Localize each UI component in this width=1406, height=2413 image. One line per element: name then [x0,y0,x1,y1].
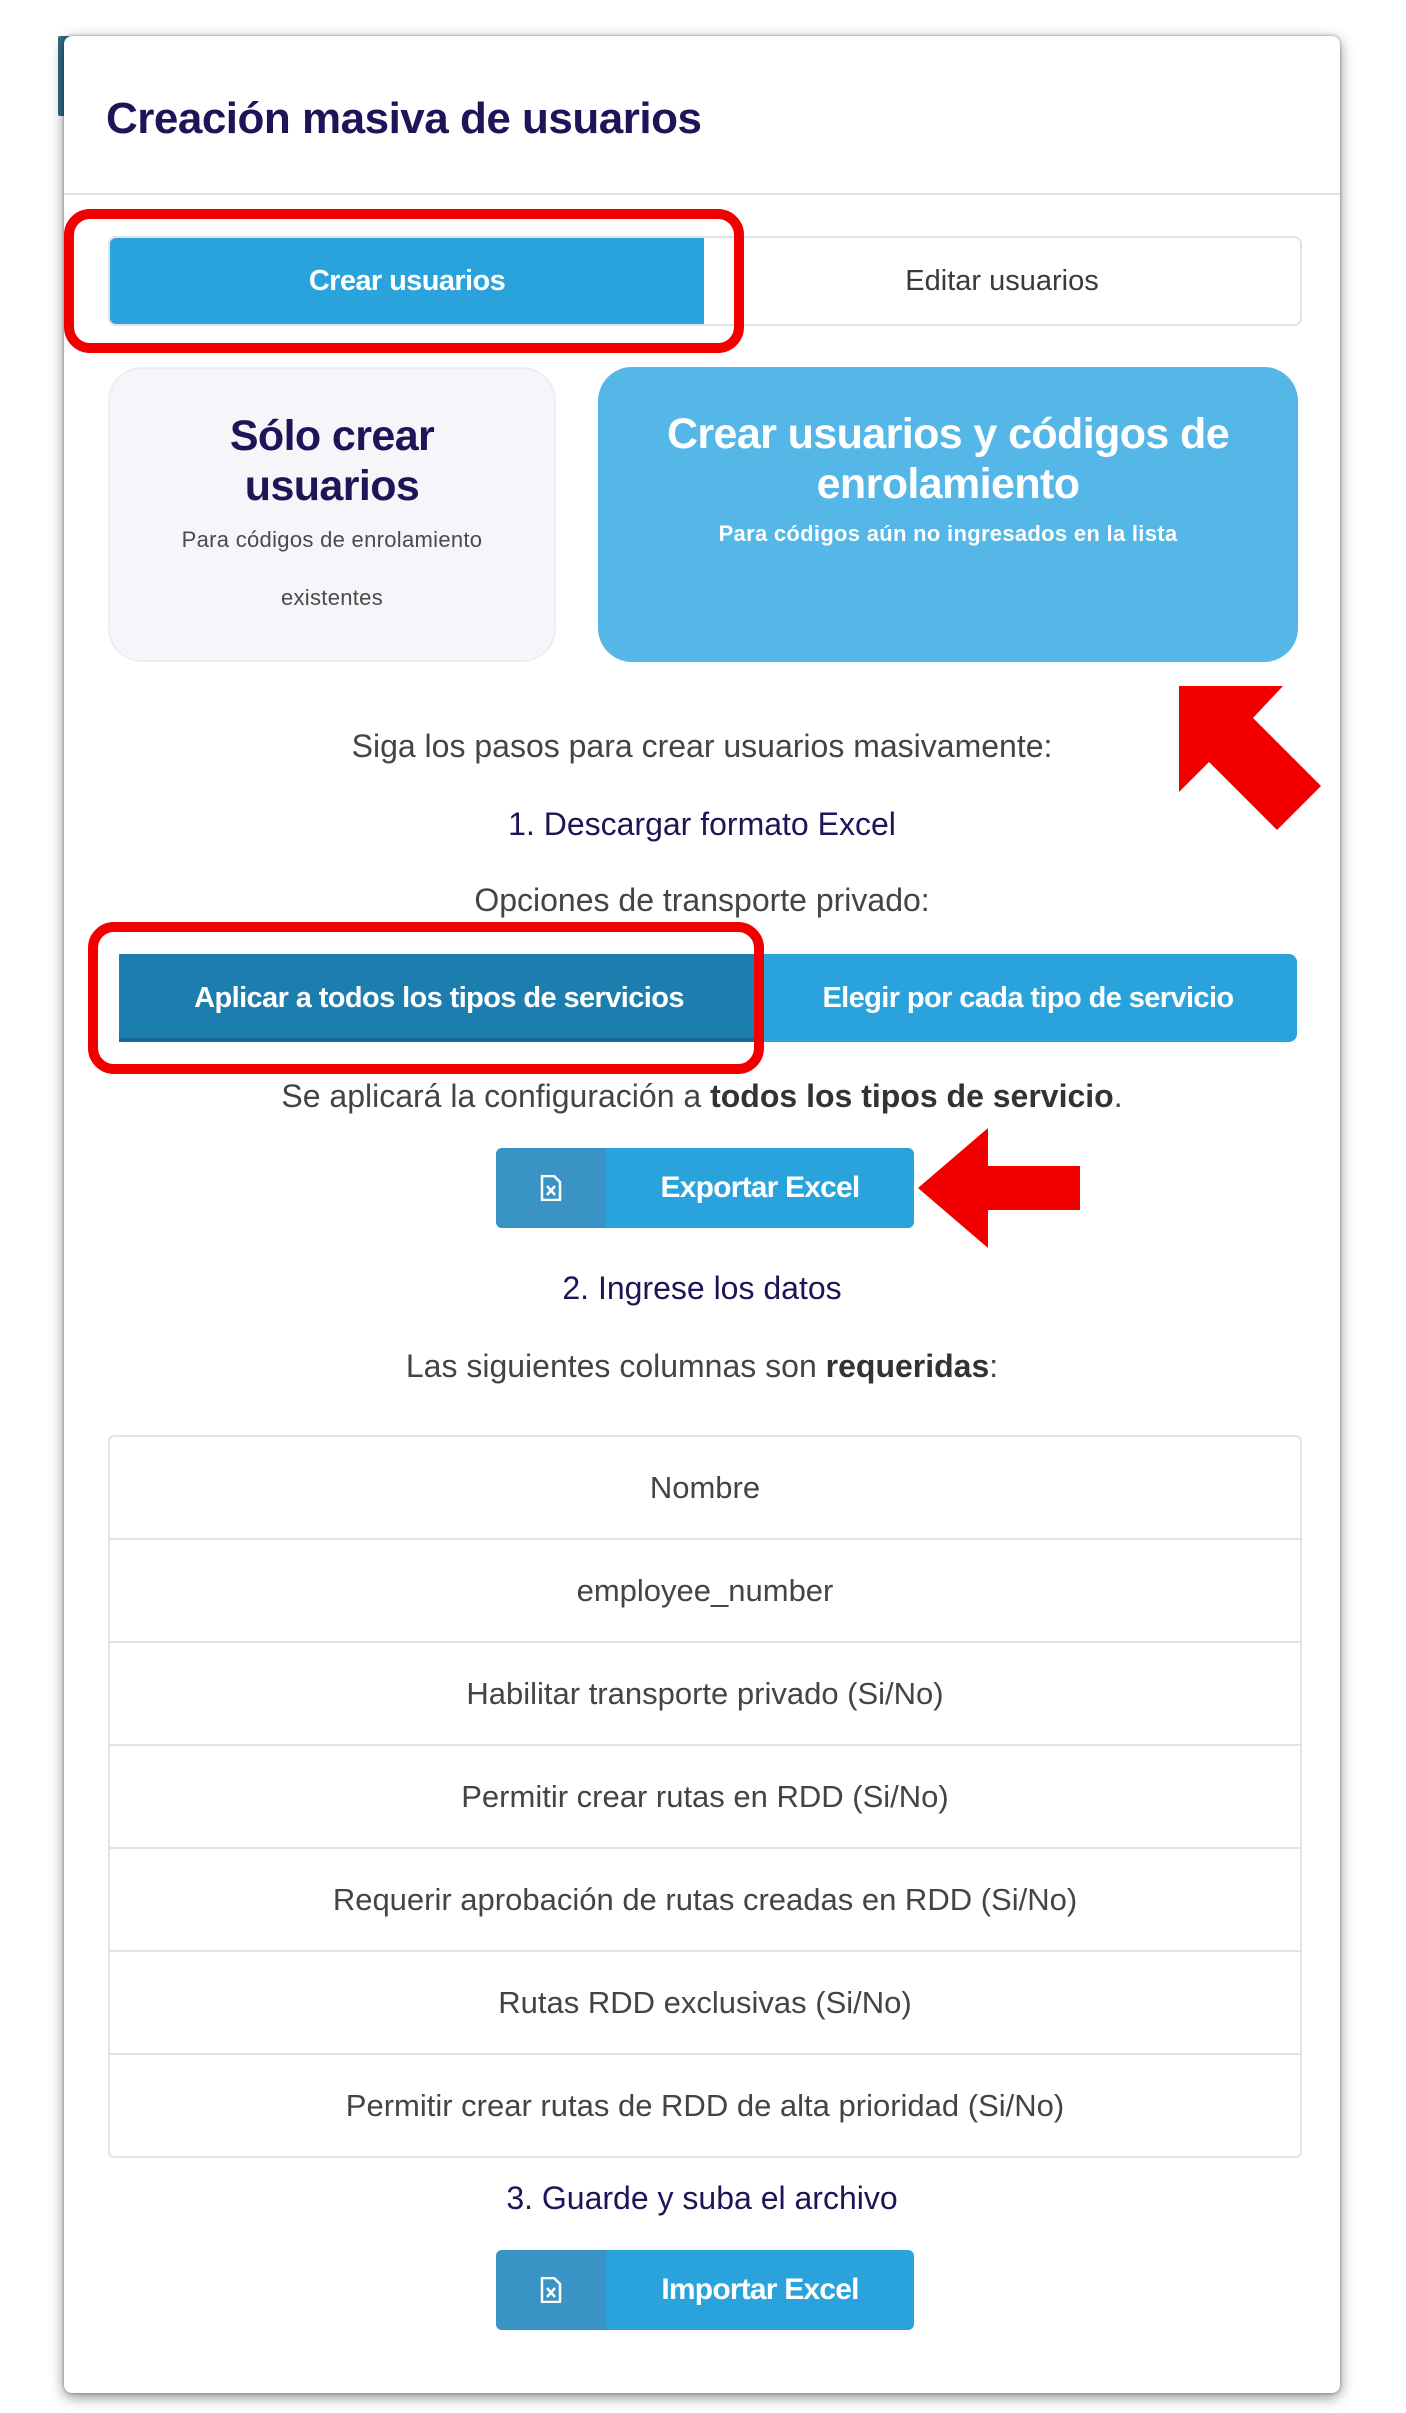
annotation-highlight-create-tab [64,209,744,353]
export-excel-button[interactable] [496,1148,914,1228]
mode-only-create-subtitle: Para códigos de enrolamiento existentes [181,527,483,610]
required-column-row: Habilitar transporte privado (Si/No) [110,1641,1300,1744]
instructions-intro: Siga los pasos para crear usuarios masivamente: [351,728,1053,764]
required-column-row: Permitir crear rutas en RDD (Si/No) [110,1744,1300,1847]
mode-create-users-and-codes[interactable] [598,367,1298,662]
modal-title: Creación masiva de usuarios [106,94,702,143]
required-columns-note [64,1348,1340,1385]
step-2-label: 2. Ingrese los datos [562,1270,842,1306]
config-note-suffix: . [1113,1078,1123,1114]
import-excel-button[interactable] [496,2250,914,2330]
required-prefix: Las siguientes columnas son [405,1348,826,1384]
step-3-label: 3. Guarde y suba el archivo [506,2180,898,2216]
annotation-arrow-icon [918,1128,1083,1248]
required-column-row: Rutas RDD exclusivas (Si/No) [110,1950,1300,2053]
export-excel-label: Exportar Excel [660,1171,860,1204]
required-columns-table [108,1435,1302,2158]
choose-per-service-button[interactable]: Elegir por cada tipo de servicio [759,954,1297,1042]
required-column-row: Requerir aprobación de rutas creadas en RDD (Si/No) [110,1847,1300,1950]
config-note-bold: todos los tipos de servicio [710,1078,1114,1114]
annotation-arrow-icon [1165,680,1325,840]
apply-all-services-button[interactable]: Aplicar a todos los tipos de servicios [119,954,759,1042]
excel-file-icon [496,1148,606,1228]
import-excel-label: Importar Excel [661,2273,859,2306]
bulk-user-creation-modal [64,36,1340,2393]
transport-options-label: Opciones de transporte privado: [474,882,930,918]
step-1-label: 1. Descargar formato Excel [508,806,896,842]
mode-create-codes-title: Crear usuarios y códigos de enrolamiento [666,410,1230,508]
mode-only-create-title: Sólo crear usuarios [229,412,435,510]
mode-only-create-users[interactable] [108,367,556,662]
config-note-prefix: Se aplicará la configuración a [281,1078,711,1114]
required-column-row: employee_number [110,1538,1300,1641]
config-note [64,1078,1340,1115]
required-bold: requeridas [825,1348,990,1384]
tab-edit-users[interactable]: Editar usuarios [905,265,1099,297]
required-column-row: Nombre [649,1470,761,1505]
mode-create-codes-subtitle: Para códigos aún no ingresados en la lista [718,521,1178,546]
excel-file-icon [496,2250,606,2330]
required-suffix: : [989,1348,999,1384]
modal-header [64,36,1340,195]
tab-create-users[interactable]: Crear usuarios [110,238,704,324]
required-column-row: Permitir crear rutas de RDD de alta prioridad (Si/No) [110,2053,1300,2156]
annotation-highlight-apply-all [88,922,764,1074]
